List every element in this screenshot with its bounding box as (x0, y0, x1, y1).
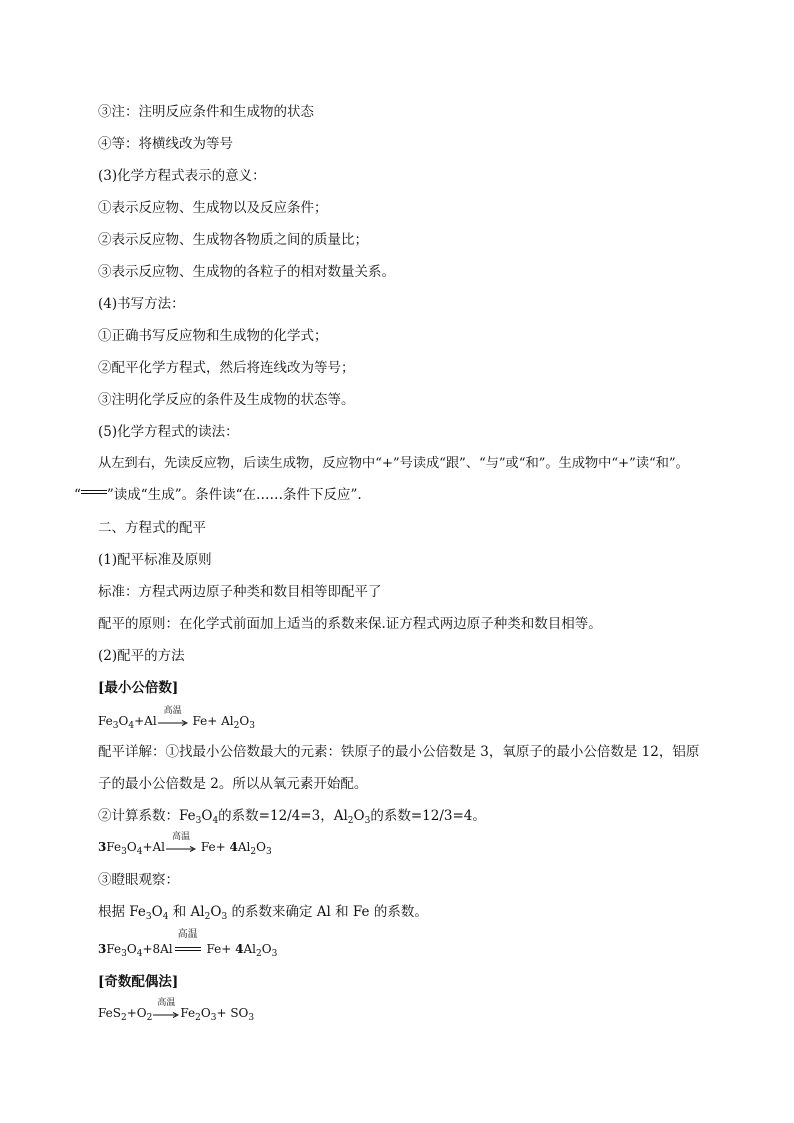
reaction-arrow-icon: 高温 (158, 712, 188, 726)
equation-3: $3Fe_3O_4+8Al$ 高温 $Fe+ 4Al_2O_3$ (98, 929, 278, 959)
text-line: 从左到右，先读反应物，后读生成物，反应物中“+”号读成“跟”、“与”或“和”。生成物中“+”读“和”。 (98, 456, 689, 471)
reaction-arrow-icon: 高温 (153, 1004, 179, 1018)
section-heading: (4)书写方法： (98, 296, 185, 312)
text-line: ③表示反应物、生成物的各粒子的相对数量关系。 (98, 264, 395, 280)
equation-2: $3Fe_3O_4+Al$ 高温 $Fe+ 4Al_2O_3$ (98, 832, 272, 857)
method-heading: [最小公倍数] (98, 680, 179, 696)
text-line: 配平详解：①找最小公倍数最大的元素：铁原子的最小公倍数是 3，氧原子的最小公倍数是 12，铝原 (98, 744, 700, 760)
section-heading: 二、方程式的配平 (98, 520, 206, 536)
method-heading: [奇数配偶法] (98, 974, 179, 990)
section-heading: (2)配平的方法 (98, 648, 185, 664)
text-line: 子的最小公倍数是 2。所以从氧元素开始配。 (98, 776, 368, 792)
text-line: 根据 $Fe_3O_4$ 和 $Al_2O_3$ 的系数来确定 Al 和 Fe 的系数。 (98, 904, 428, 922)
text-line (74, 486, 362, 504)
text-line: 配平的原则：在化学式前面加上适当的系数来保.证方程式两边原子种类和数目相等。 (98, 616, 602, 632)
text-line: ④等：将横线改为等号 (98, 136, 233, 152)
section-heading: (1)配平标准及原则 (98, 552, 212, 568)
text-line: ③注：注明反应条件和生成物的状态 (98, 104, 314, 120)
reaction-arrow-icon: 高温 (166, 838, 196, 852)
equation-1: $Fe_3O_4+Al$ 高温 $Fe+ Al_2O_3$ (98, 706, 255, 731)
text-line: ①正确书写反应物和生成物的化学式； (98, 328, 328, 344)
double-equals-symbol (81, 488, 107, 496)
text-line: ①表示反应物、生成物以及反应条件； (98, 200, 328, 216)
section-heading: (5)化学方程式的读法： (98, 424, 239, 440)
text-line: ②配平化学方程式，然后将连线改为等号； (98, 360, 355, 376)
text-line: ②计算系数：$Fe_3O_4$的系数=12/4=3，$Al_2O_3$的系数=12/3=4。 (98, 808, 486, 826)
quote-open: “ (74, 487, 81, 503)
section-heading: (3)化学方程式表示的意义： (98, 168, 266, 184)
text-line: 标准：方程式两边原子种类和数目相等即配平了 (98, 584, 382, 600)
equals-sign-icon: 高温 (175, 938, 201, 954)
equation-4: $FeS_2+O_2$ 高温 $Fe_2O_3+ SO_3$ (98, 998, 255, 1023)
text-line: ②表示反应物、生成物各物质之间的质量比； (98, 232, 368, 248)
reading-rule-text: ”读成“生成”。条件读“在……条件下反应”. (106, 487, 362, 503)
text-line: ③瞪眼观察： (98, 872, 179, 888)
text-line: ③注明化学反应的条件及生成物的状态等。 (98, 392, 355, 408)
